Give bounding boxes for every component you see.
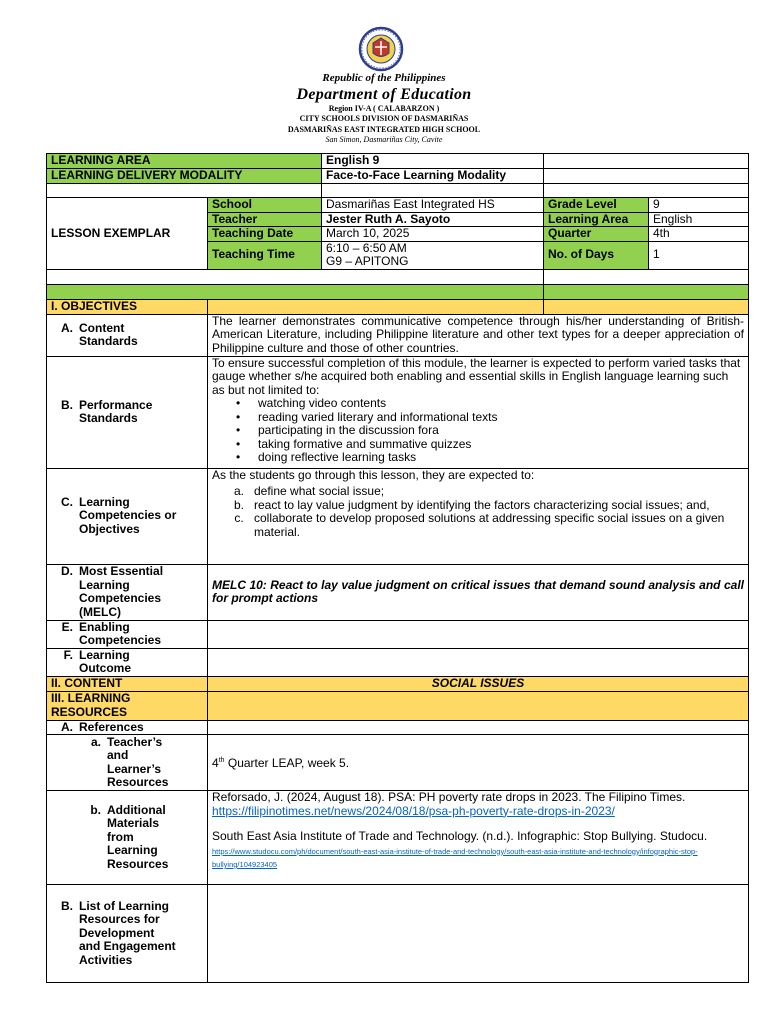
teacher-label: Teacher xyxy=(208,212,322,227)
lesson-exemplar-table xyxy=(46,153,749,983)
empty-cell xyxy=(47,269,544,284)
list-item: a. define what social issue; xyxy=(233,484,385,498)
reference-1: Reforsado, J. (2024, August 18). PSA: PH poverty rate drops in 2023. The Filipino Times. https://filipinotimes.net/news/2024/08/18/psa-ph-poverty-rate-drops-in-2023/ xyxy=(212,790,686,818)
competencies-intro: As the students go through this lesson, they are expected to: xyxy=(212,468,535,482)
list-item: • watching video contents xyxy=(236,397,744,411)
empty-cell xyxy=(544,269,749,284)
yellow-cell xyxy=(544,299,749,314)
section-line: G9 – APITONG xyxy=(326,254,409,268)
melc-label: D. Most Essential Learning Competencies (MELC) xyxy=(47,564,208,620)
modality-label: LEARNING DELIVERY MODALITY xyxy=(47,169,322,184)
competencies-list xyxy=(212,485,744,539)
development-resources-value xyxy=(208,885,749,983)
department-line: Department of Education xyxy=(296,86,472,103)
learning-outcome-value xyxy=(208,648,749,676)
empty-cell xyxy=(47,184,322,198)
quarter-label: Quarter xyxy=(544,227,649,242)
content-heading: II. CONTENT xyxy=(47,676,208,691)
learning-area-value: English 9 xyxy=(322,154,544,169)
learning-area-label: LEARNING AREA xyxy=(47,154,322,169)
learning-competencies-cell xyxy=(208,468,749,564)
green-spacer xyxy=(47,284,544,299)
enabling-competencies-value xyxy=(208,620,749,648)
grade-level-value: 9 xyxy=(649,198,749,213)
performance-list xyxy=(212,397,744,465)
empty-cell xyxy=(544,184,749,198)
teacher-learner-resources-text: 4th Quarter LEAP, week 5. xyxy=(208,735,749,791)
teacher-value: Jester Ruth A. Sayoto xyxy=(322,212,544,227)
performance-intro: To ensure successful completion of this module, the learner is expected to perform varied tasks that gauge whether s/he acquired both enabling and essential skills in English language learning such as but not limited to: xyxy=(212,356,741,397)
performance-standards-cell xyxy=(208,356,749,468)
learning-outcome-label: F. Learning Outcome xyxy=(47,648,208,676)
performance-standards-label: B. Performance Standards xyxy=(47,356,208,468)
modality-value: Face-to-Face Learning Modality xyxy=(322,169,544,184)
republic-line: Republic of the Philippines xyxy=(322,72,446,84)
list-item: c. collaborate to develop proposed solutions at addressing specific social issues on a given material. xyxy=(234,511,725,539)
reference-1-link[interactable]: https://filipinotimes.net/news/2024/08/18/psa-ph-poverty-rate-drops-in-2023/ xyxy=(212,803,615,818)
list-item: • reading varied literary and informational texts xyxy=(236,411,744,425)
empty-cell xyxy=(544,169,749,184)
list-item: • doing reflective learning tasks xyxy=(236,451,744,465)
address-line: San Simon, Dasmariñas City, Cavite xyxy=(325,135,443,144)
days-value: 1 xyxy=(649,241,749,269)
lesson-exemplar-title: LESSON EXEMPLAR xyxy=(47,198,208,270)
list-item: • participating in the discussion fora xyxy=(236,424,744,438)
region-line: Region IV-A ( CALABARZON ) xyxy=(328,104,440,113)
teaching-time-label: Teaching Time xyxy=(208,241,322,269)
learning-resources-heading: III. LEARNING RESOURCES xyxy=(47,691,208,720)
days-label: No. of Days xyxy=(544,241,649,269)
reference-2: South East Asia Institute of Trade and Technology. (n.d.). Infographic: Stop Bullying. Studocu. https://www.studocu.com/ph/document/south-east-asia-institute-of-trade-and-technology/south-east-asia-institute-and-technology/infographic-stop-bullying/104923405 xyxy=(212,829,708,869)
teaching-time-line: 6:10 – 6:50 AM xyxy=(326,241,407,255)
content-standards-text: The learner demonstrates communicative competence through his/her understanding of British-American Literature, including Philippine literature and other text types for a deeper appreciation of Philippine culture and those of other countries. xyxy=(208,314,749,356)
list-item: b. react to lay value judgment by identifying the factors characterizing social issues; and, xyxy=(233,497,710,512)
teaching-time-value xyxy=(322,241,544,269)
grade-level-label: Grade Level xyxy=(544,198,649,213)
school-value: Dasmariñas East Integrated HS xyxy=(322,198,544,213)
teaching-date-label: Teaching Date xyxy=(208,227,322,242)
content-standards-label: A. Content Standards xyxy=(47,314,208,356)
reference-2-link[interactable]: https://www.studocu.com/ph/document/south-east-asia-institute-of-trade-and-technology/south-east-asia-institute-and-technology/infographic-stop-bullying/104923405 xyxy=(212,846,698,869)
teaching-date-value: March 10, 2025 xyxy=(322,227,544,242)
references-value xyxy=(208,720,749,735)
enabling-competencies-label: E. Enabling Competencies xyxy=(47,620,208,648)
school-line: DASMARIÑAS EAST INTEGRATED HIGH SCHOOL xyxy=(287,125,481,134)
learning-competencies-label: C. Learning Competencies or Objectives xyxy=(47,468,208,564)
learning-area2-value: English xyxy=(649,212,749,227)
green-spacer xyxy=(544,284,749,299)
references-label: A. References xyxy=(47,720,208,735)
yellow-cell xyxy=(208,299,544,314)
empty-cell xyxy=(322,184,544,198)
yellow-cell xyxy=(208,691,749,720)
quarter-value: 4th xyxy=(649,227,749,242)
melc-text: MELC 10: React to lay value judgment on critical issues that demand sound analysis and call for prompt actions xyxy=(208,564,749,620)
content-value: SOCIAL ISSUES xyxy=(208,676,749,691)
development-resources-label: B. List of Learning Resources for Development and Engagement Activities xyxy=(47,885,208,983)
learning-area2-label: Learning Area xyxy=(544,212,649,227)
objectives-heading: I. OBJECTIVES xyxy=(47,299,208,314)
teacher-learner-resources-label: a. Teacher’s and Learner’s Resources xyxy=(47,735,208,791)
additional-materials-cell xyxy=(208,791,749,885)
division-line: CITY SCHOOLS DIVISION OF DASMARIÑAS xyxy=(299,114,469,123)
school-label: School xyxy=(208,198,322,213)
deped-seal-logo xyxy=(353,26,409,72)
additional-materials-label: b. Additional Materials from Learning Resources xyxy=(47,791,208,885)
list-item: • taking formative and summative quizzes xyxy=(236,438,744,452)
empty-cell xyxy=(544,154,749,169)
